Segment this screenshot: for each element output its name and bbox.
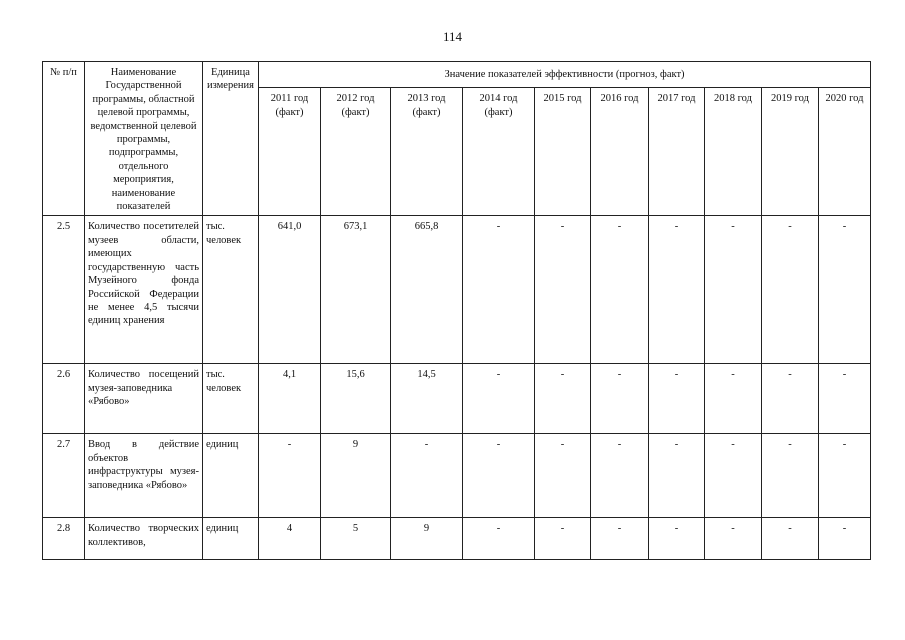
value-cell: 5 [321,518,391,560]
header-name: Наименование Государственной программы, областной целевой программы, ведомственной целевой программы, подпрограммы, отдельного мероприятия, наименование показателей [85,62,203,216]
unit-cell: единиц [203,434,259,518]
header-year: 2012 год (факт) [321,88,391,216]
indicator-name: Количество посетителей музеев области, имеющих государственную часть Музейного фонда Российской Федерации не менее 4,5 тысячи единиц хранения [85,216,203,364]
indicator-name: Количество посещений музея-заповедника «Рябово» [85,364,203,434]
value-cell: - [463,434,535,518]
value-cell: 15,6 [321,364,391,434]
value-cell: - [705,518,762,560]
header-num: № п/п [43,62,85,216]
value-cell: - [705,364,762,434]
indicators-table [42,61,871,560]
value-cell: - [591,364,649,434]
value-cell: - [391,434,463,518]
value-cell: - [705,434,762,518]
row-number: 2.5 [43,216,85,364]
indicator-name: Ввод в действие объектов инфраструктуры музея-заповедника «Рябово» [85,434,203,518]
value-cell: 9 [391,518,463,560]
row-number: 2.7 [43,434,85,518]
table-row [43,518,871,560]
value-cell: - [705,216,762,364]
value-cell: - [762,518,819,560]
header-year: 2014 год (факт) [463,88,535,216]
value-cell: - [591,518,649,560]
value-cell: 673,1 [321,216,391,364]
header-year: 2017 год [649,88,705,216]
header-values-group: Значение показателей эффективности (прогноз, факт) [259,62,871,88]
value-cell: - [649,216,705,364]
value-cell: - [591,434,649,518]
header-unit: Единица измерения [203,62,259,216]
value-cell: - [259,434,321,518]
value-cell: - [535,518,591,560]
value-cell: 4,1 [259,364,321,434]
value-cell: - [463,216,535,364]
value-cell: - [649,434,705,518]
unit-cell: единиц [203,518,259,560]
value-cell: - [649,518,705,560]
value-cell: - [819,364,871,434]
value-cell: - [463,364,535,434]
value-cell: 14,5 [391,364,463,434]
value-cell: - [463,518,535,560]
value-cell: 641,0 [259,216,321,364]
value-cell: - [819,518,871,560]
table-row [43,434,871,518]
value-cell: - [649,364,705,434]
header-year: 2020 год [819,88,871,216]
value-cell: - [535,434,591,518]
value-cell: - [819,434,871,518]
value-cell: - [762,364,819,434]
value-cell: - [762,434,819,518]
header-year: 2019 год [762,88,819,216]
value-cell: - [762,216,819,364]
row-number: 2.6 [43,364,85,434]
value-cell: - [535,364,591,434]
value-cell: - [819,216,871,364]
row-number: 2.8 [43,518,85,560]
value-cell: 665,8 [391,216,463,364]
page-number: 114 [442,29,463,44]
header-year: 2011 год (факт) [259,88,321,216]
header-year: 2016 год [591,88,649,216]
table-row [43,216,871,364]
header-year: 2015 год [535,88,591,216]
unit-cell: тыс. человек [203,216,259,364]
value-cell: 4 [259,518,321,560]
value-cell: - [591,216,649,364]
value-cell: - [535,216,591,364]
table-row [43,364,871,434]
indicator-name: Количество творческих коллективов, [85,518,203,560]
unit-cell: тыс. человек [203,364,259,434]
header-year: 2013 год (факт) [391,88,463,216]
value-cell: 9 [321,434,391,518]
header-year: 2018 год [705,88,762,216]
